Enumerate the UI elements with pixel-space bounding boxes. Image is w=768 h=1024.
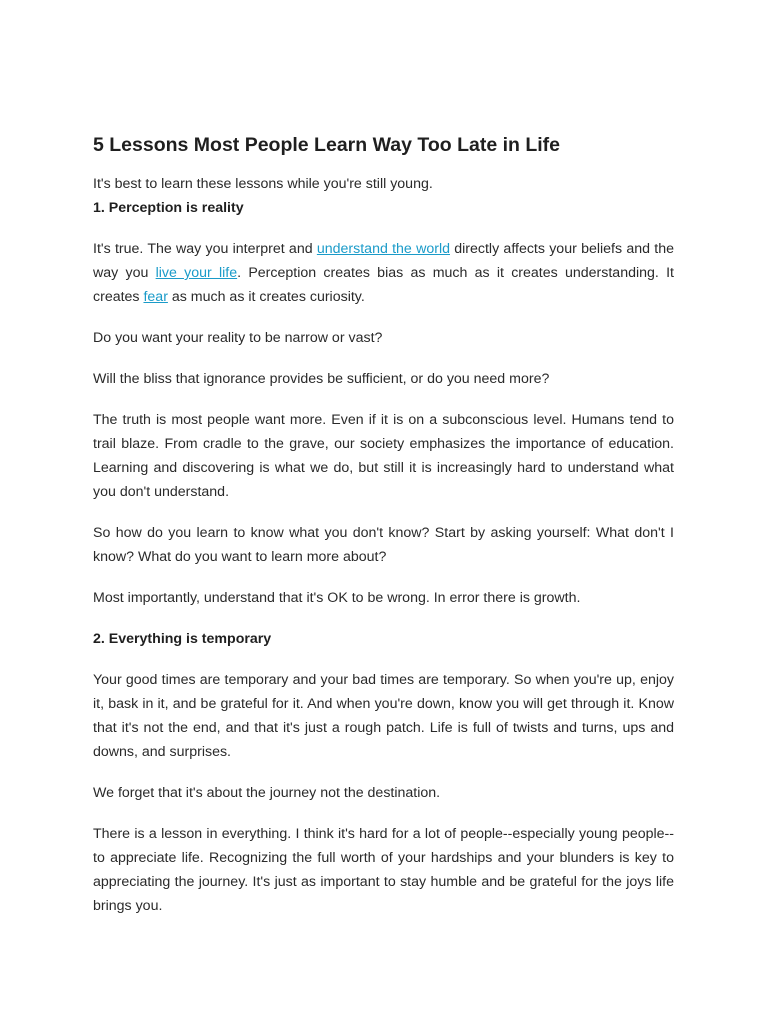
link-fear[interactable]: fear	[143, 289, 168, 305]
section-heading-perception: 1. Perception is reality	[93, 200, 244, 216]
paragraph: Do you want your reality to be narrow or vast?	[93, 330, 383, 346]
paragraph: There is a lesson in everything. I think it's hard for a lot of people--especially young people--to appreciate life. Recognizing the full worth of your hardships and your blunders is key to appreciating the journey. It's just as important to stay humble and be grateful for the joys life brings you.	[93, 826, 674, 914]
paragraph-text: It's true. The way you interpret and	[93, 241, 317, 257]
paragraph: Your good times are temporary and your bad times are temporary. So when you're up, enjoy it, bask in it, and be grateful for it. And when you're down, know you will get through it. Know that it's not the end, and that it's just a rough patch. Life is full of twists and turns, ups and downs, and surprises.	[93, 672, 674, 760]
section-heading-temporary: 2. Everything is temporary	[93, 631, 272, 647]
paragraph-text: directly affects your beliefs and the way you	[93, 241, 674, 281]
article-title: 5 Lessons Most People Learn Way Too Late in Life	[93, 134, 561, 156]
link-live-your-life[interactable]: live your life	[155, 265, 238, 281]
paragraph-text: . Perception creates bias as much as it creates understanding. It creates	[93, 265, 674, 305]
article-subtitle: It's best to learn these lessons while you're still young.	[93, 176, 433, 192]
article	[93, 132, 674, 918]
paragraph: Most importantly, understand that it's OK to be wrong. In error there is growth.	[93, 590, 581, 606]
paragraph: We forget that it's about the journey not the destination.	[93, 785, 441, 801]
paragraph: So how do you learn to know what you don't know? Start by asking yourself: What don't I know? What do you want to learn more about?	[93, 525, 674, 565]
paragraph: Will the bliss that ignorance provides be sufficient, or do you need more?	[93, 371, 550, 387]
paragraph	[93, 237, 674, 309]
paragraph-text: as much as it creates curiosity.	[167, 289, 365, 305]
paragraph: The truth is most people want more. Even if it is on a subconscious level. Humans tend to trail blaze. From cradle to the grave, our society emphasizes the importance of education. Learning and discovering is what we do, but still it is increasingly hard to understand what you don't understand.	[93, 412, 674, 500]
link-understand-the-world[interactable]: understand the world	[316, 241, 450, 257]
